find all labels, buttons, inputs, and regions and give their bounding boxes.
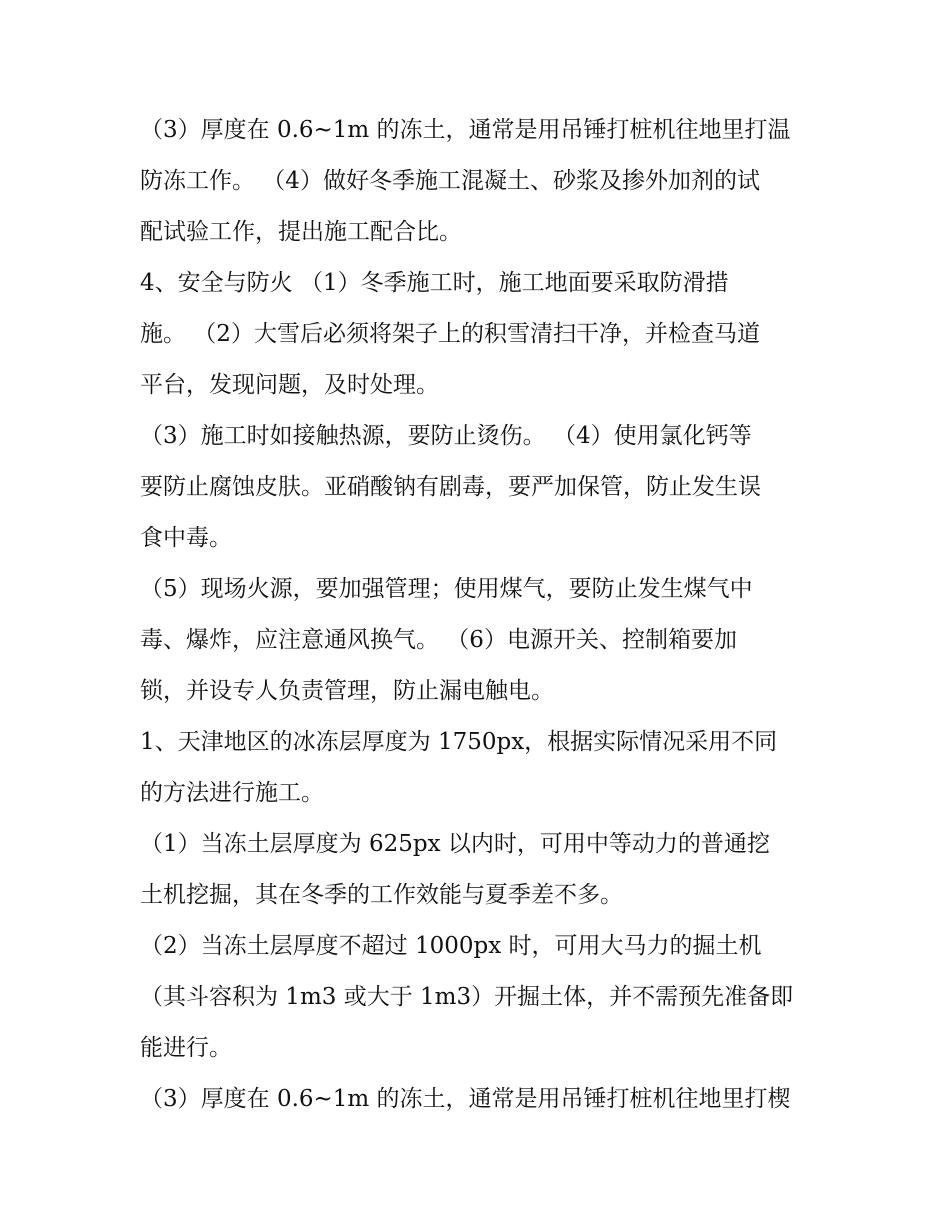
text-line: 4、安全与防火 （1）冬季施工时，施工地面要采取防滑措 [140, 270, 729, 296]
text-line: 毒、爆炸，应注意通风换气。 （6）电源开关、控制箱要加 [140, 627, 737, 653]
text-line: （3）厚度在 0.6~1m 的冻土，通常是用吊锤打桩机往地里打温 [140, 117, 791, 143]
text-line: （3）施工时如接触热源，要防止烫伤。 （4）使用氯化钙等 [140, 423, 752, 449]
text-line: （2）当冻土层厚度不超过 1000px 时，可用大马力的掘土机 [140, 933, 762, 959]
text-line: 食中毒。 [140, 525, 232, 551]
text-line: 土机挖掘，其在冬季的工作效能与夏季差不多。 [140, 882, 623, 908]
text-line: （其斗容积为 1m3 或大于 1m3）开掘土体，并不需预先准备即 [140, 984, 794, 1010]
text-line: 1、天津地区的冰冻层厚度为 1750px，根据实际情况采用不同 [140, 729, 778, 755]
text-line: （3）厚度在 0.6~1m 的冻土，通常是用吊锤打桩机往地里打楔 [140, 1086, 791, 1112]
text-line: 配试验工作，提出施工配合比。 [140, 219, 462, 245]
text-line: 能进行。 [140, 1035, 232, 1061]
text-line: 要防止腐蚀皮肤。亚硝酸钠有剧毒，要严加保管，防止发生误 [140, 474, 761, 500]
text-line: 锁，并设专人负责管理，防止漏电触电。 [140, 678, 554, 704]
text-line: 施。 （2）大雪后必须将架子上的积雪清扫干净，并检查马道 [140, 321, 760, 347]
document-body [140, 105, 820, 1125]
text-line: 平台，发现问题，及时处理。 [140, 372, 439, 398]
text-line: 的方法进行施工。 [140, 780, 324, 806]
text-line: （5）现场火源，要加强管理；使用煤气，要防止发生煤气中 [140, 576, 753, 602]
text-line: （1）当冻土层厚度为 625px 以内时，可用中等动力的普通挖 [140, 831, 770, 857]
text-line: 防冻工作。 （4）做好冬季施工混凝土、砂浆及掺外加剂的试 [140, 168, 760, 194]
